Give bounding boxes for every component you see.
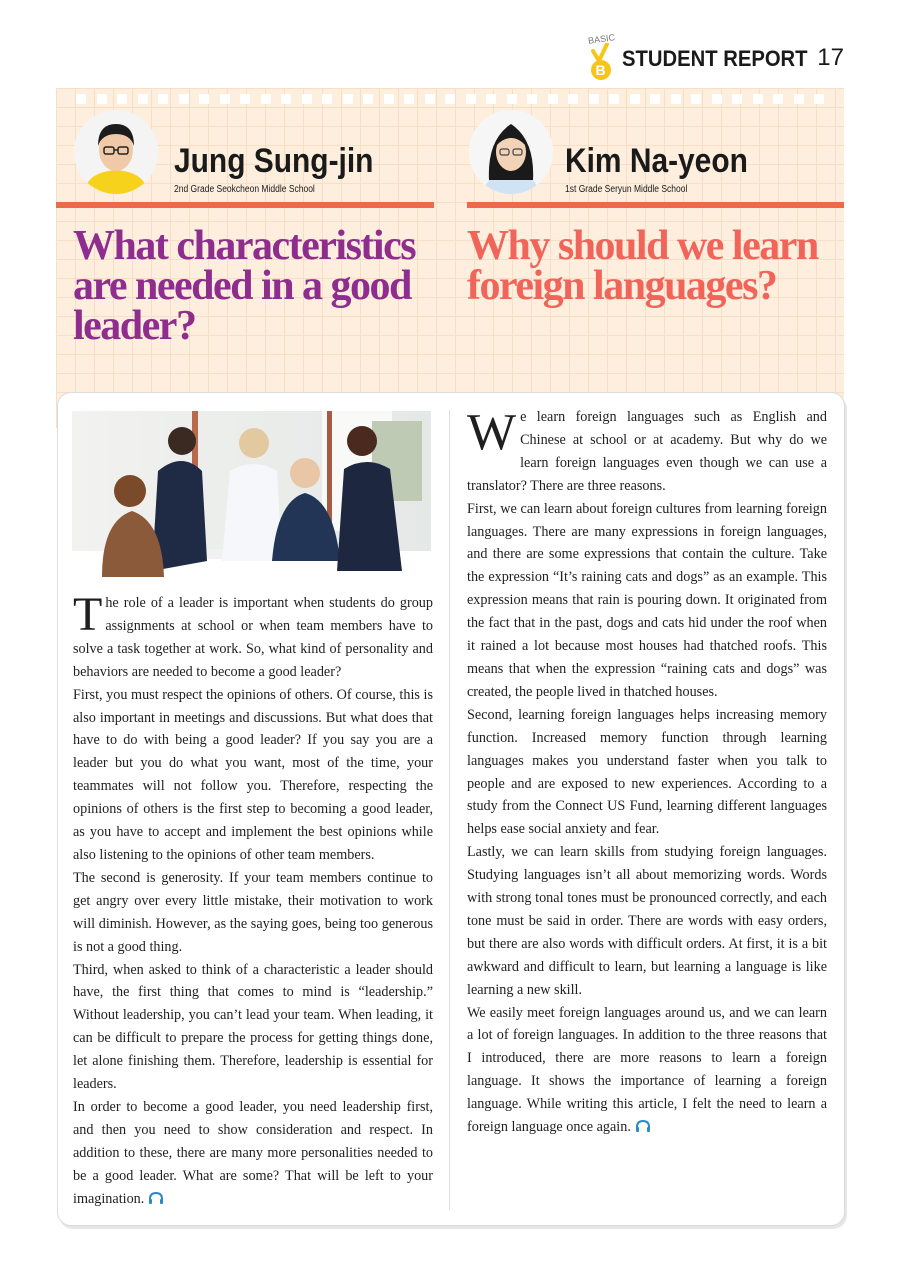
article-right [467, 406, 827, 1139]
page-header [586, 30, 844, 80]
column-divider [449, 410, 450, 1210]
paragraph: We easily meet foreign languages around us, and we can learn a lot of foreign languages. In addition to the three reasons that I introduced, there are more reasons to learn a foreign language. It shows the importance of learning a foreign language. While writing this article, I felt the need to learn a foreign language once again. [467, 1004, 827, 1136]
page-number: 17 [817, 44, 844, 71]
paragraph: Lastly, we can learn skills from studying foreign languages. Studying languages isn’t all about memorizing words. Words with strong tonal tones must be pronounced correctly, and each tone must be said in order. There are words with easy orders, but there are also words with difficult orders. At first, it is a bit awkward and difficult to learn, but learning a language is like learning a new skill. [467, 844, 827, 998]
question-title-left: What characteristics are needed in a good leader? [73, 223, 416, 349]
paragraph: Second, learning foreign languages helps increasing memory function. Increased memory function through learning languages makes you understand faster when you talk to people and are exposed to new experiences. According to a study from the Connect US Fund, learning different languages helps ease social anxiety and fear. [467, 706, 827, 838]
meeting-photo [72, 411, 431, 577]
logo-small-text: BASIC [587, 32, 616, 46]
paragraph: First, you must respect the opinions of others. Of course, this is also important in meetings and discussions. But what does that have to do with being a good leader? If you say you are a leader but you do what you want, most of the time, your teammates will not follow you. Therefore, respecting the opinions of others is the first step to becoming a good leader, as you have to accept and implement the best opinions while also listening to the opinions of other team members. [73, 686, 433, 863]
paragraph: In order to become a good leader, you need leadership first, and then you need to show consideration and respect. In addition to these, there are many more personalities needed to be a good leader. What are some? That will be left to your imagination. [73, 1098, 433, 1207]
drop-cap: W [467, 404, 517, 461]
author-school: 1st Grade Seryun Middle School [565, 184, 688, 195]
author-left [56, 110, 434, 210]
paragraph: e learn foreign languages such as English and Chinese at school or at academy. But why do we learn foreign languages even though we can use a translator? There are three reasons. [467, 409, 827, 494]
basic-logo [586, 34, 616, 80]
dots-row [76, 94, 824, 106]
report-title: STUDENT REPORT [621, 46, 808, 71]
drop-cap: T [73, 588, 103, 641]
question-title-right: Why should we learn foreign languages? [467, 223, 818, 309]
paragraph: The second is generosity. If your team members continue to get angry over every little mistake, their motivation to work will diminish. However, as the saying goes, being too generous is not a good thing. [73, 869, 433, 955]
avatar-right [469, 110, 553, 194]
headphone-icon [148, 1192, 164, 1204]
paragraph: he role of a leader is important when students do group assignments at school or when team members have to solve a task together at work. So, what kind of personality and behaviors are needed to become a good leader? [73, 595, 433, 680]
article-left [73, 588, 433, 1210]
author-name: Jung Sung-jin [174, 142, 374, 180]
section-divider-left [56, 202, 434, 208]
author-school: 2nd Grade Seokcheon Middle School [174, 184, 315, 195]
headphone-icon [635, 1120, 651, 1132]
author-name: Kim Na-yeon [565, 142, 748, 180]
section-divider-right [467, 202, 844, 208]
avatar-left [74, 110, 158, 194]
paragraph: Third, when asked to think of a characteristic a leader should have, the first thing that comes to mind is “leadership.” Without leadership, you can’t lead your team. When leading, it can be difficult to prepare the process for getting things done, let alone finishing them. Therefore, leadership is essential for leaders. [73, 961, 433, 1093]
paragraph: First, we can learn about foreign cultures from learning foreign languages. There are many expressions in foreign languages, and there are some expressions that contain the culture. Take the expression “It’s raining cats and dogs” as an example. This expression means that rain is pouring down. It originated from the fact that in the past, dogs and cats hid under the roof when it rained a lot because most houses had thatched roofs. This means that when the expression “raining cats and dogs” was created, the people lived in thatched houses. [467, 500, 827, 700]
author-right [467, 110, 844, 210]
logo-letter: B [591, 60, 611, 80]
